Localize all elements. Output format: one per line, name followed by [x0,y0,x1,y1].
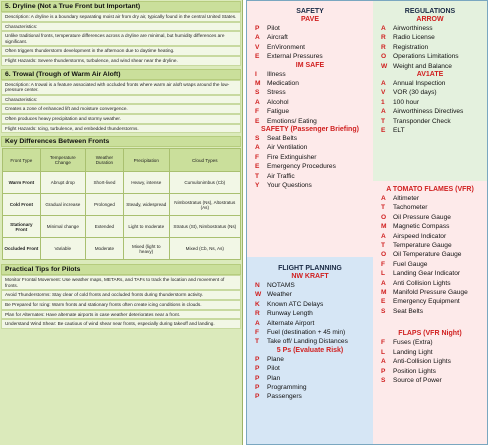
list-item: S Stress [255,89,286,97]
list-item: M Magnetic Compass [381,223,450,231]
imsafe-list [255,70,373,126]
table-cell: Cold Front [3,194,41,216]
list-item: T Take off/ Landing Distances [255,338,348,346]
list-item: F Fuel Gauge [381,260,428,268]
list-item: A Annual Inspection [381,80,446,88]
table-cell: Occluded Front [3,238,41,260]
safety-title: SAFETY [296,8,324,15]
list-item: O Oil Pressure Gauge [381,213,451,221]
list-item: A Anti Collision Lights [381,279,451,287]
tip-row: Understand Wind Shear: Be cautious of wind shear near fronts, especially during takeoff and landing. [1,319,241,329]
safety-box [247,1,373,257]
list-item: F Fatigue [255,108,289,116]
list-item: A Alcohol [255,98,289,106]
arrow-list [381,24,487,71]
tip-row: Be Prepared for Icing: Warm fronts and stationary fronts often create icing conditions in clouds. [1,300,241,310]
trowal-row: Flight Hazards: Icing, turbulence, and embedded thunderstorms. [1,124,241,134]
table-row [3,216,241,238]
imsafe-title: IM SAFE [295,61,325,69]
table-cell: Variable [40,238,85,260]
briefing-title: SAFETY (Passenger Briefing) [261,126,359,134]
list-item: S Seat Belts [255,135,298,143]
table-cell: Light to moderate [123,216,169,238]
list-item: P Position Lights [381,367,436,375]
regulations-box [373,1,487,181]
list-item: I Illness [255,70,286,78]
tomato-list [381,194,487,316]
av1ate-title: AV1ATE [416,71,444,79]
table-cell: Prolonged [85,194,123,216]
table-cell: Stationary Front [3,216,41,238]
list-item: F Fuel (destination + 45 min) [255,329,346,337]
nwkraft-list [255,281,373,347]
list-item: Y Your Questions [255,182,312,190]
table-header: Cloud Types [169,149,240,172]
list-item: R Registration [381,43,429,51]
list-item: A Airworthiness [381,25,433,32]
dryline-row: Often triggers thunderstorm development in the afternoon due to daytime heating. [1,46,241,56]
list-item: A Aircraft [255,34,288,42]
list-item: W Weight and Balance [381,62,452,70]
differences-heading: Key Differences Between Fronts [1,136,241,147]
table-cell: Heavy, intense [123,172,169,194]
list-item: E Emergency Procedures [255,163,336,171]
list-item: A Air Ventilation [255,144,308,152]
list-item: N NOTAMS [255,282,295,289]
fiveps-title: 5 Ps (Evaluate Risk) [276,346,344,354]
tomato-title: A TOMATO FLAMES (VFR) [386,186,474,193]
table-cell: Short-lived [85,172,123,194]
flight-planning-box [247,257,373,445]
trowal-heading: 6. Trowal (Trough of Warm Air Aloft) [1,69,241,80]
list-item: P Passengers [255,393,302,401]
list-item: T Air Traffic [255,172,295,180]
table-cell: Nimbostratus (Ns), Altostratus (As) [169,194,240,216]
list-item: L Landing Gear Indicator [381,270,461,278]
list-item: F Fuses (Extra) [381,339,433,347]
list-item: O Oil Temperature Gauge [381,251,462,259]
list-item: P Plan [255,374,281,382]
flaps-list [381,338,487,385]
planning-title: FLIGHT PLANNING [278,265,342,272]
nwkraft-title: NW KRAFT [291,273,329,280]
list-item: O Operations Limitations [381,53,459,61]
table-cell: Gradual increase [40,194,85,216]
trowal-row: Characteristics: [1,95,241,105]
table-header-row [3,149,241,172]
trowal-row: Description: A trowal is a feature associated with occluded fronts where warm air aloft wraps around the low-pressure center. [1,80,241,95]
weather-fronts-panel [0,0,243,445]
list-item: E External Pressures [255,53,323,61]
tips-heading: Practical Tips for Pilots [1,264,241,275]
list-item: T Tachometer [381,204,428,212]
list-item: A Alternate Airport [255,319,315,327]
table-cell: Extended [85,216,123,238]
trowal-row: Often produces heavy precipitation and stormy weather. [1,114,241,124]
table-cell: Abrupt drop [40,172,85,194]
regulations-title: REGULATIONS [404,8,456,15]
list-item: A Altimeter [381,195,420,202]
table-cell: Steady, widespread [123,194,169,216]
list-item: W Weather [255,291,292,299]
dryline-row: Characteristics: [1,22,241,32]
table-cell: Moderate [85,238,123,260]
tip-row: Monitor Frontal Movement: Use weather maps, METARs, and TAFs to track the location and movement of fronts. [1,275,241,290]
table-cell: Stratus (St), Nimbostratus (Ns) [169,216,240,238]
list-item: R Runway Length [255,310,313,318]
mnemonics-panel [246,0,488,445]
table-cell: Mixed (Cb, Ns, As) [169,238,240,260]
list-item: S Source of Power [381,376,442,384]
dryline-row: Flight Hazards: Severe thunderstorms, turbulence, and wind shear near the dryline. [1,56,241,66]
list-item: A Airworthiness Directives [381,108,464,116]
dryline-heading: 5. Dryline (Not a True Front but Important) [1,1,241,12]
pave-title: PAVE [300,16,320,23]
list-item: T Temperature Gauge [381,242,452,250]
list-item: 1 100 hour [381,98,420,106]
list-item: R Radio License [381,34,435,42]
list-item: A Airspeed Indicator [381,232,447,240]
list-item: P Pilot [255,25,280,32]
table-header: Front Type [3,149,41,172]
dryline-row: Description: A dryline is a boundary separating moist air from dry air, typically found in the central United States. [1,12,241,22]
table-header: Weather Duration [85,149,123,172]
table-cell: Warm Front [3,172,41,194]
list-item: T Transponder Check [381,117,451,125]
list-item: P Programming [255,384,307,392]
list-item: V EnVironment [255,43,305,51]
list-item: A Anti-Collision Lights [381,358,451,366]
dryline-row: Unlike traditional fronts, temperature differences across a dryline are minimal, but humidity differences are significant. [1,31,241,46]
table-header: Precipitation [123,149,169,172]
list-item: K Known ATC Delays [255,300,324,308]
list-item: S Seat Belts [381,307,424,315]
trowal-row: Creates a zone of enhanced lift and moisture convergence. [1,104,241,114]
table-cell: Mixed (light to heavy) [123,238,169,260]
list-item: E Emotions/ Eating [255,117,317,125]
list-item: E Emergency Equipment [381,298,460,306]
list-item: E ELT [381,127,405,135]
table-cell: Cumulonimbus (Cb) [169,172,240,194]
fronts-table [2,148,241,260]
flaps-title: FLAPS (VFR Night) [398,330,462,338]
table-header: Temperature Change [40,149,85,172]
equipment-box [373,181,487,445]
list-item: P Pilot [255,365,280,373]
table-row [3,194,241,216]
list-item: P Plane [255,355,284,363]
tip-row: Plan for Alternates: Have alternate airports in case weather deteriorates near a front. [1,310,241,320]
table-row [3,238,241,260]
briefing-list [255,134,373,190]
list-item: M Manifold Pressure Gauge [381,289,468,297]
arrow-title: ARROW [416,16,444,23]
list-item: M Medication [255,80,299,88]
fiveps-list [255,355,373,402]
list-item: V VOR (30 days) [381,89,437,97]
tip-row: Avoid Thunderstorms: Stay clear of cold fronts and occluded fronts during thunderstorm activity. [1,290,241,300]
list-item: L Landing Light [381,348,433,356]
table-row [3,172,241,194]
av1ate-list [381,79,487,135]
table-cell: Minimal change [40,216,85,238]
list-item: F Fire Extinguisher [255,153,317,161]
pave-list [255,24,373,62]
